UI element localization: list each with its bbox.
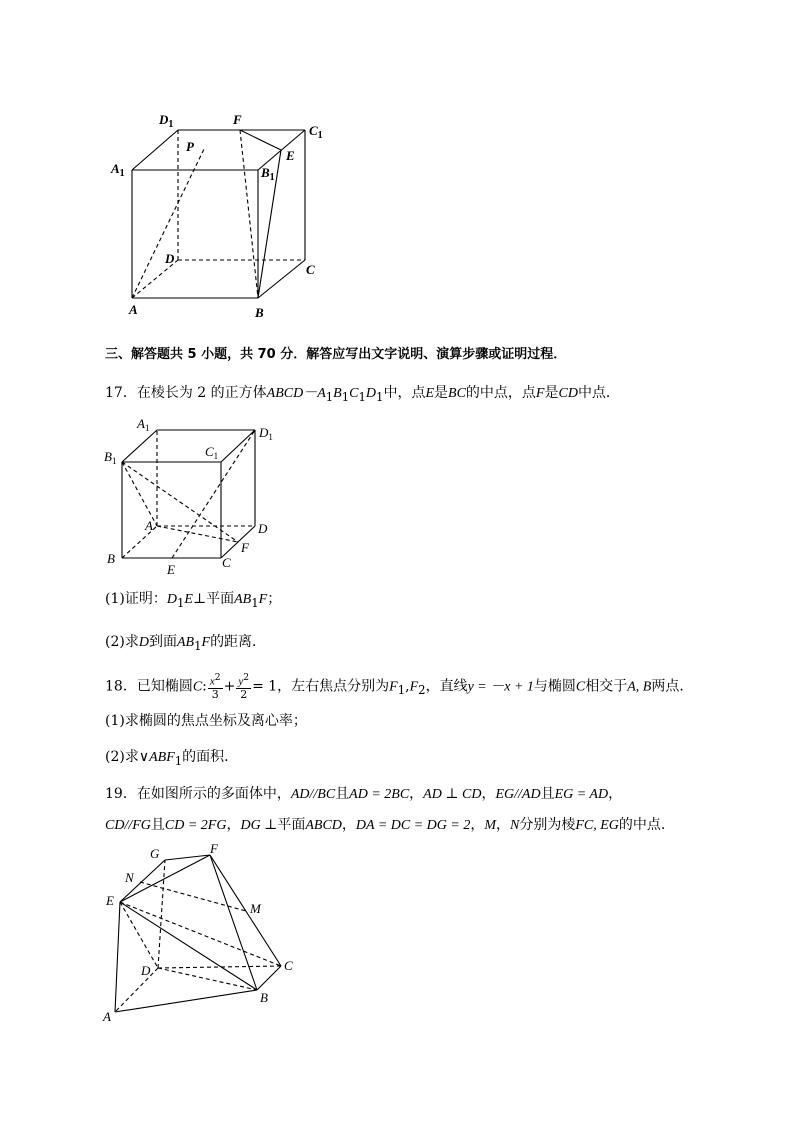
label-n: N: [125, 870, 134, 885]
label-c: C: [222, 555, 231, 570]
label-a: A: [129, 302, 138, 317]
q18-statement: 18．已知椭圆C: $\frac{x^2}{3}$ + $\frac{y^2}{2}$ = 1，左右焦点分别为$F_1,F_2$，直线y = －x + 1与椭圆C相交于A, B两点．: [105, 672, 694, 701]
label-d: D: [141, 963, 151, 978]
label-b: B: [260, 990, 268, 1005]
label-f: F: [233, 112, 242, 127]
label-c: C: [284, 958, 293, 973]
label-a: A: [103, 1009, 111, 1024]
segment-f-b: [240, 130, 258, 298]
label-c: C: [306, 262, 315, 277]
q17-statement: 17．在棱长为 2 的正方体$ABCD-A_1B_1C_1D_1$中，点E是BC的中点，点F是CD中点．: [105, 385, 620, 404]
label-d: D: [258, 521, 268, 536]
label-g: G: [150, 846, 160, 861]
edge-b-c: [258, 260, 305, 298]
figure-cube-2: [100, 415, 290, 580]
q19-line1: 19．在如图所示的多面体中，AD//BC且AD = 2BC，AD ⊥ CD，EG//AD且EG = AD，: [105, 786, 623, 802]
segment-e-d: [120, 902, 158, 968]
q17-part2: (2)求D到面$AB_1F$的距离．: [105, 634, 267, 653]
label-f: F: [241, 540, 249, 555]
label-b: B: [107, 551, 115, 566]
q19-line2: CD//FG且CD = 2FG，DG ⊥平面ABCD，DA = DC = DG = 2，M，N分别为棱FC, EG的中点.: [105, 817, 666, 833]
edge-d-b: [158, 968, 257, 990]
label-e: E: [286, 148, 295, 163]
edge-c1-b1: [258, 130, 305, 170]
label-m: M: [250, 901, 261, 916]
label-e: E: [106, 893, 114, 908]
label-a: A: [145, 518, 153, 533]
edge-f-c: [210, 855, 281, 966]
edge-d-g: [158, 860, 165, 968]
label-a1: $A_1$: [137, 416, 150, 433]
label-b1: $B_1$: [104, 449, 117, 466]
figure-cube-1: [100, 105, 340, 325]
edge-e-a: [115, 902, 120, 1012]
label-f: F: [210, 841, 218, 856]
section-heading: 三、解答题共 5 小题，共 70 分．解答应写出文字说明、演算步骤或证明过程．: [105, 347, 567, 362]
label-p: P: [186, 139, 194, 154]
label-c1: $C_1$: [205, 444, 219, 461]
q18-part2: (2)求$\vee ABF_1$的面积．: [105, 749, 239, 768]
label-a1: $A_1$: [111, 161, 125, 179]
edge-d-a: [115, 968, 158, 1012]
label-d: D: [165, 251, 175, 266]
label-c1: $C_1$: [309, 123, 323, 141]
label-e: E: [167, 562, 175, 577]
edge-a-b: [115, 990, 257, 1012]
figure-polyhedron: [95, 840, 310, 1025]
label-b: B: [255, 305, 264, 320]
edge-a1-d1: [132, 130, 178, 170]
q17-part1: (1)证明：$D_1E\perp$平面$AB_1F$；: [105, 591, 282, 610]
edge-g-f: [165, 855, 210, 860]
segment-f-e: [240, 130, 281, 150]
label-d1: $D_1$: [159, 112, 174, 130]
label-b1: $B_1$: [261, 165, 275, 183]
edge-f-b: [210, 855, 257, 990]
q18-part1: (1)求椭圆的焦点坐标及离心率；: [105, 713, 307, 729]
edge-b1-a1: [122, 430, 157, 462]
edge-b-c: [257, 966, 281, 990]
segment-b1-a: [122, 462, 157, 526]
label-d1: $D_1$: [259, 425, 273, 442]
